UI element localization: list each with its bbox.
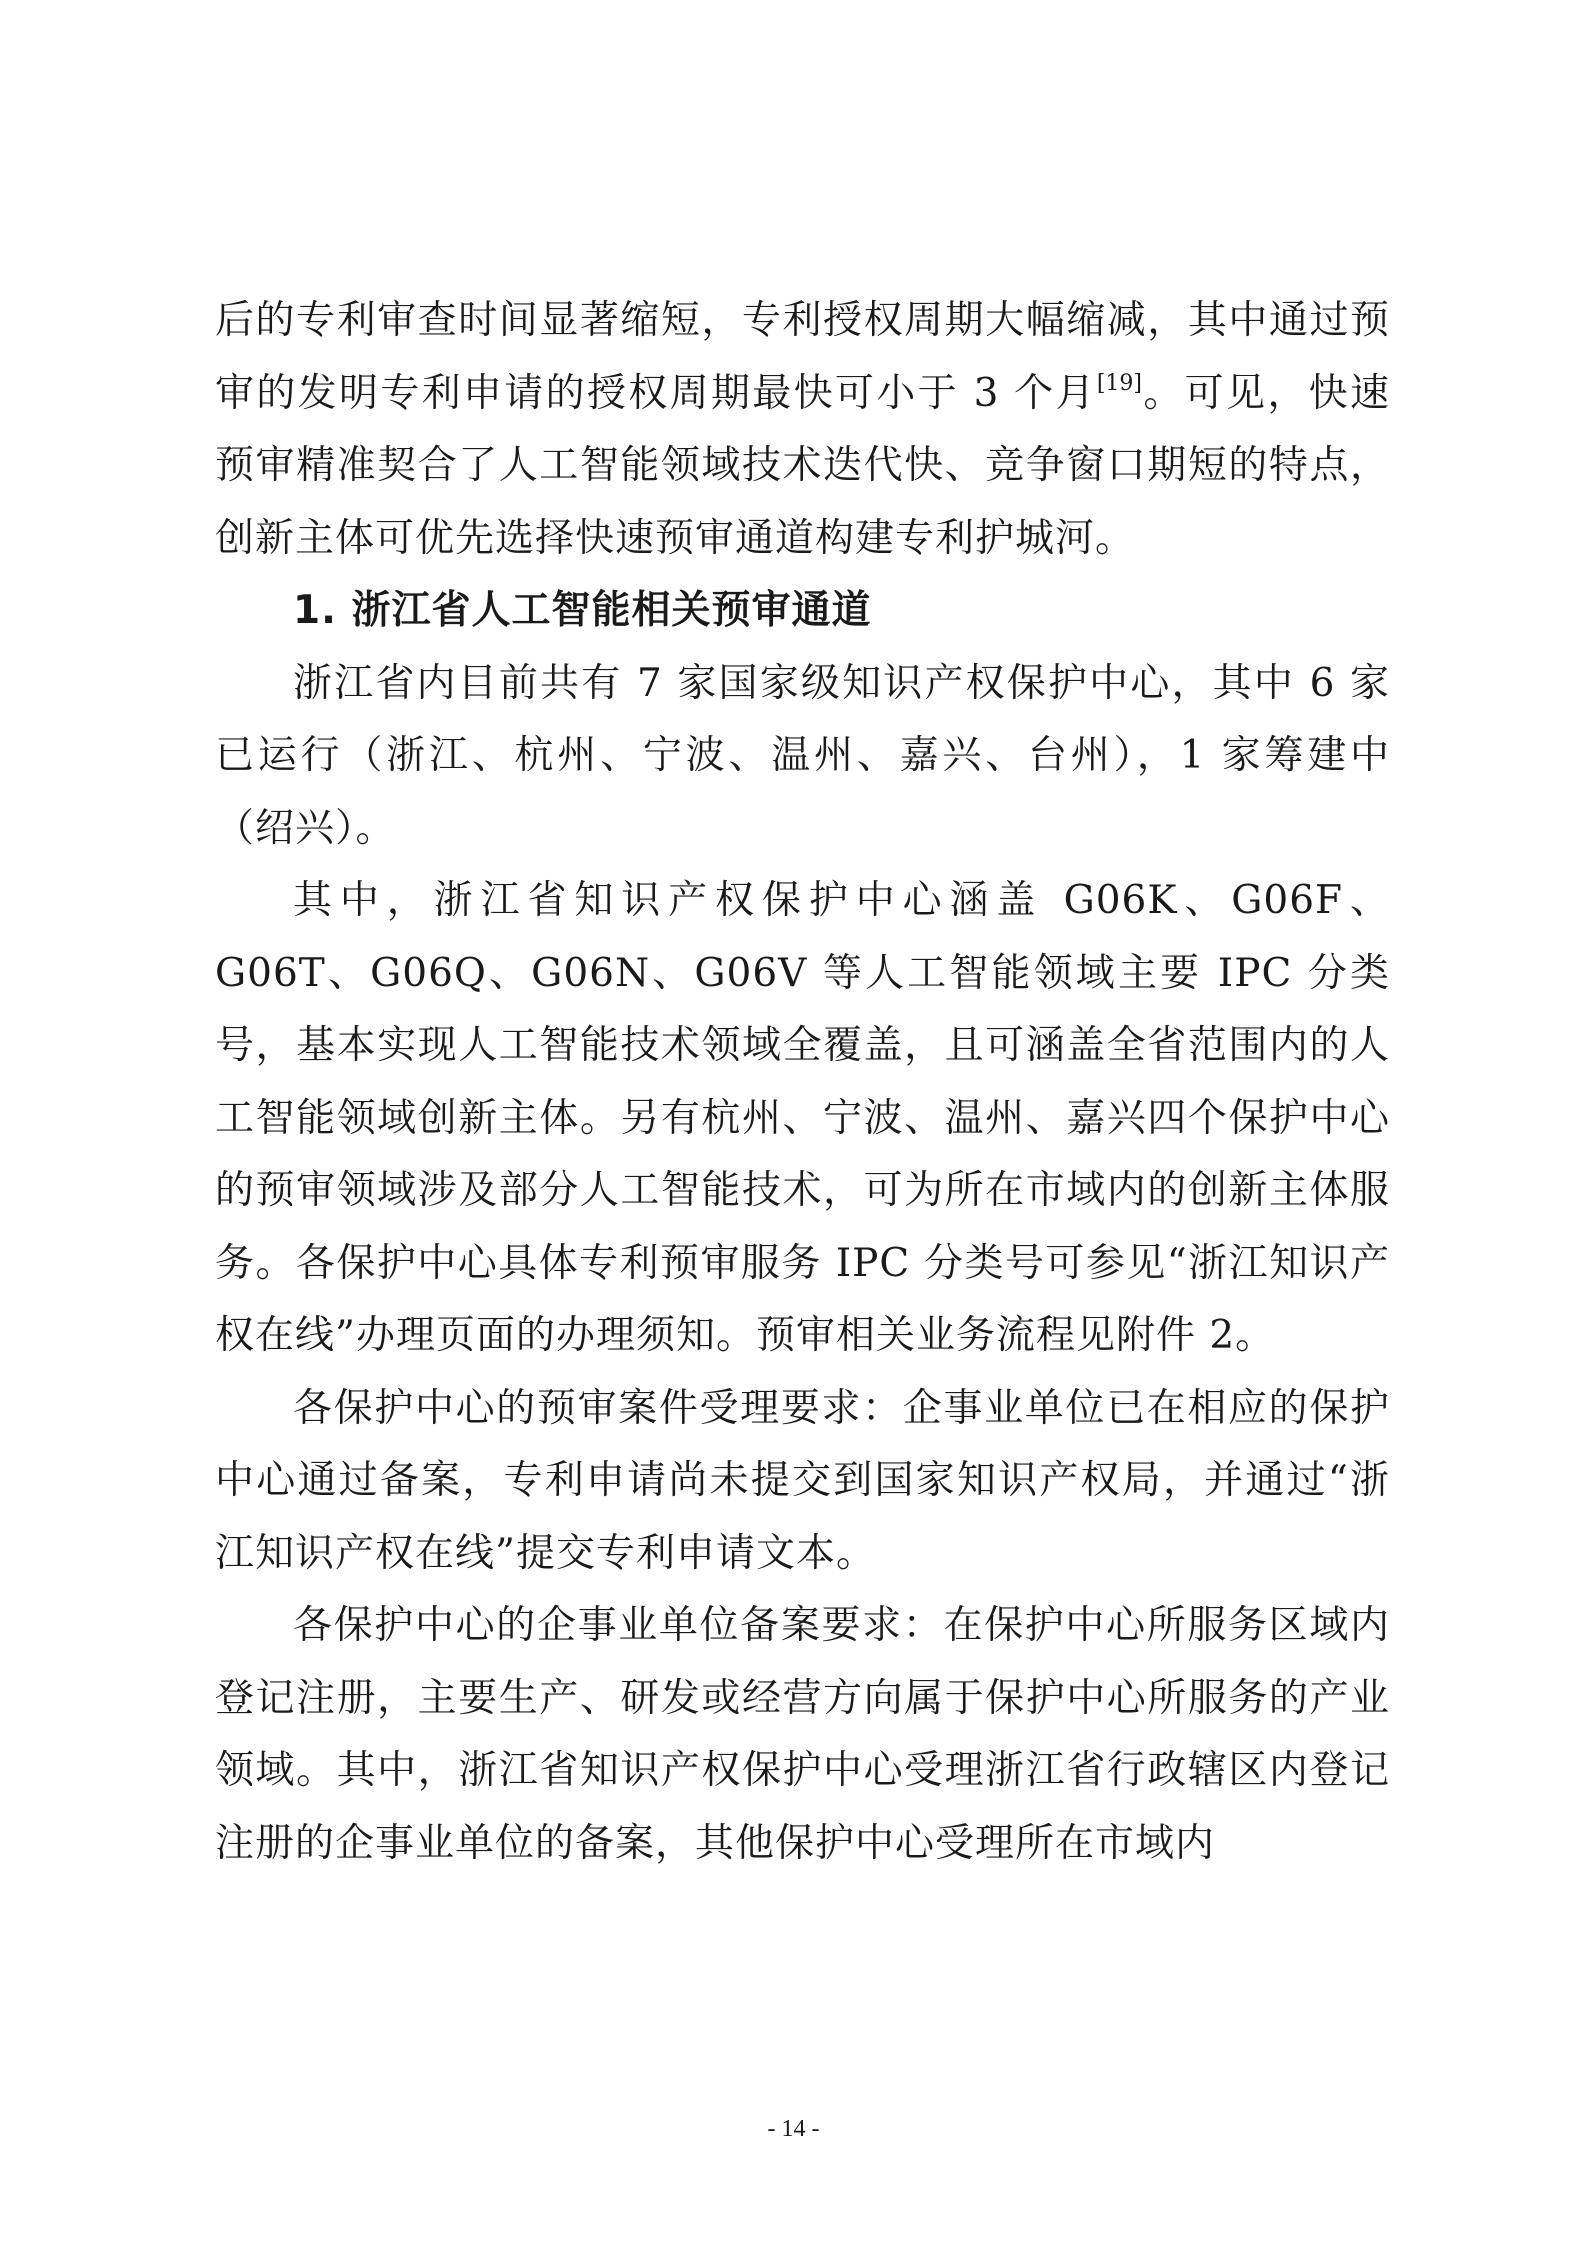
citation-reference: [19] [1096, 370, 1143, 396]
paragraph: 浙江省内目前共有 7 家国家级知识产权保护中心，其中 6 家已运行（浙江、杭州、宁波、温州、嘉兴、台州），1 家筹建中（绍兴）。 [215, 660, 1390, 851]
document-body [215, 285, 1390, 1880]
section-heading: 1. 浙江省人工智能相关预审通道 [293, 588, 872, 633]
paragraph: 各保护中心的企事业单位备案要求：在保护中心所服务区域内登记注册，主要生产、研发或经营方向属于保护中心所服务的产业领域。其中，浙江省知识产权保护中心受理浙江省行政辖区内登记注册的企事业单位的备案，其他保护中心受理所在市域内 [215, 1603, 1390, 1866]
paragraph: 其中，浙江省知识产权保护中心涵盖 G06K、G06F、G06T、G06Q、G06N、G06V 等人工智能领域主要 IPC 分类号，基本实现人工智能技术领域全覆盖，且可涵盖全省范围内的人工智能领域创新主体。另有杭州、宁波、温州、嘉兴四个保护中心的预审领域涉及部分人工智能技术，可为所在市域内的创新主体服务。各保护中心具体专利预审服务 IPC 分类号可参见“浙江知识产权在线”办理页面的办理须知。预审相关业务流程见附件 2。 [215, 878, 1390, 1358]
page-number: - 14 - [767, 2116, 820, 2142]
paragraph-text: 后的专利审查时间显著缩短，专利授权周期大幅缩减，其中通过预审的发明专利申请的授权周期最快可小于 3 个月 [215, 298, 1390, 416]
paragraph-continuation [215, 285, 1390, 575]
paragraph: 各保护中心的预审案件受理要求：企事业单位已在相应的保护中心通过备案，专利申请尚未提交到国家知识产权局，并通过“浙江知识产权在线”提交专利申请文本。 [215, 1385, 1390, 1576]
paragraph-text: 。可见，快速预审精准契合了人工智能领域技术迭代快、竞争窗口期短的特点，创新主体可优先选择快速预审通道构建专利护城河。 [215, 370, 1390, 561]
